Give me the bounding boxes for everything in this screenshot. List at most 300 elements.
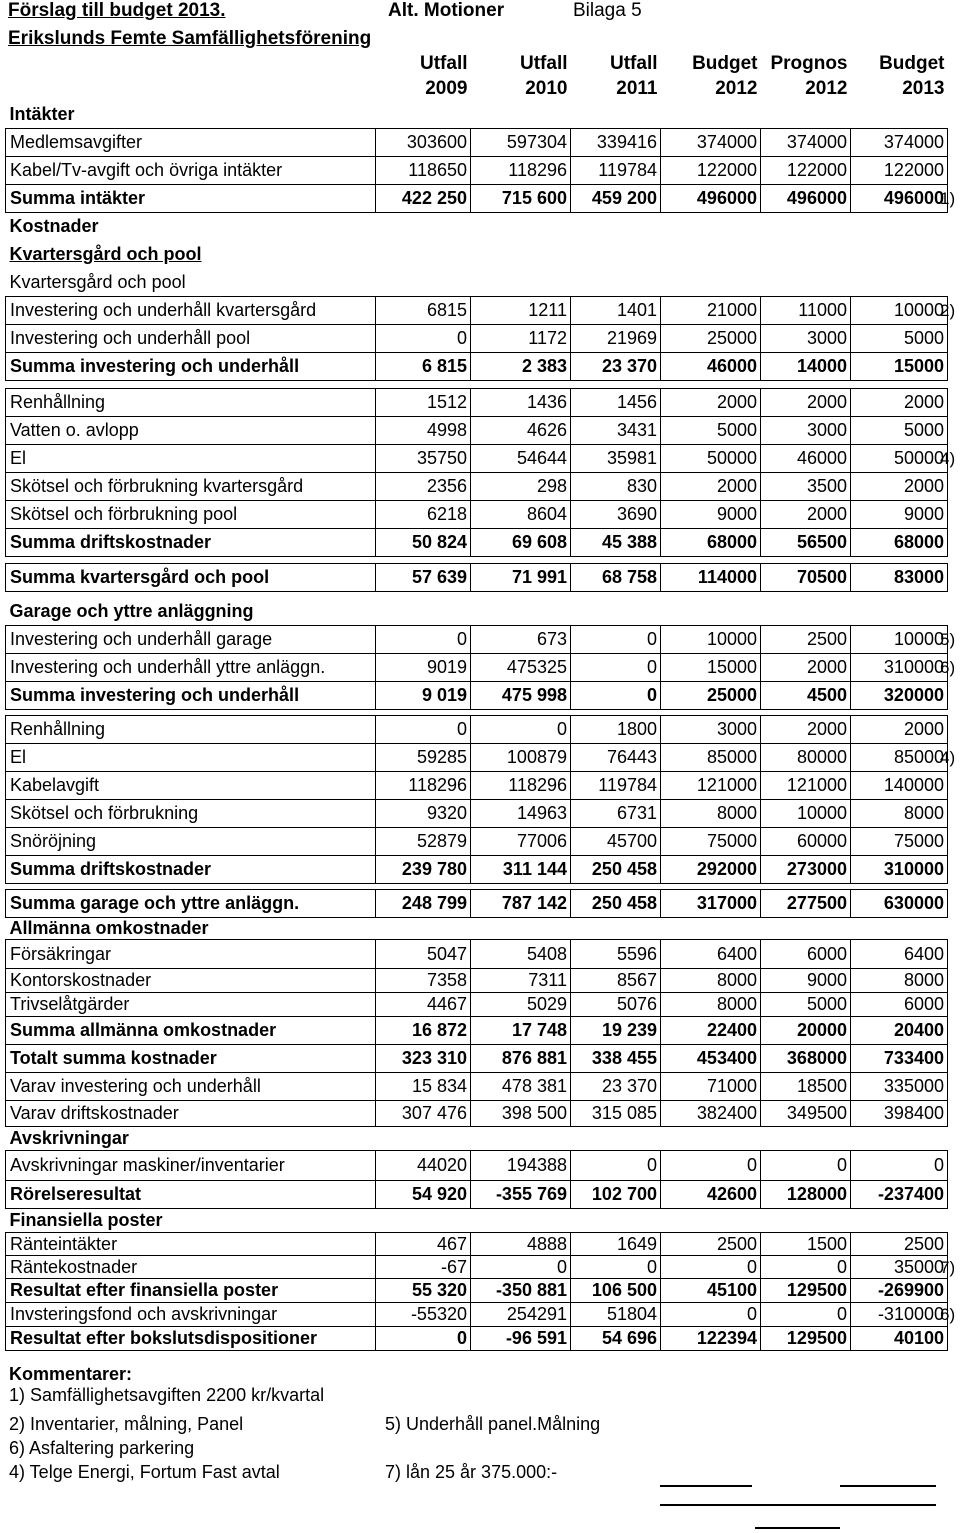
- value-cell: 830: [571, 472, 661, 500]
- value-cell: 7311: [471, 968, 571, 992]
- summary-row: [6, 1278, 948, 1302]
- value-cell: 2500: [661, 1232, 761, 1255]
- value-cell: [376, 917, 471, 939]
- value-cell: 5029: [471, 992, 571, 1016]
- value-cell: 9000: [661, 500, 761, 528]
- summary-row: [6, 1044, 948, 1072]
- footnote-marker: 6): [940, 658, 956, 677]
- document-title: Förslag till budget 2013.: [8, 0, 226, 21]
- value-cell: [471, 212, 571, 240]
- row-label: Summa driftskostnader: [6, 528, 376, 556]
- value-cell: 194388: [471, 1150, 571, 1180]
- table-row: [6, 500, 948, 528]
- value-cell: 9 019: [376, 681, 471, 709]
- value-cell: 80000: [761, 743, 851, 771]
- value-cell: 303600: [376, 128, 471, 156]
- value-cell: 2000: [851, 388, 948, 416]
- value-cell: 68 758: [571, 563, 661, 591]
- value-cell: 50000: [661, 444, 761, 472]
- value-cell: 6218: [376, 500, 471, 528]
- table-row: [6, 156, 948, 184]
- value-cell: 1211: [471, 296, 571, 324]
- value-cell: 45100: [661, 1278, 761, 1302]
- value-cell: -355 769: [471, 1180, 571, 1208]
- value-cell: 0: [571, 625, 661, 653]
- value-cell: 23 370: [571, 1072, 661, 1100]
- value-cell: 45700: [571, 827, 661, 855]
- value-cell: [571, 556, 661, 563]
- value-cell: -350 881: [471, 1278, 571, 1302]
- table-row: [6, 416, 948, 444]
- value-cell: 4467: [376, 992, 471, 1016]
- value-cell: 68000: [661, 528, 761, 556]
- value-cell: 673: [471, 625, 571, 653]
- value-cell: 478 381: [471, 1072, 571, 1100]
- value-cell: 2000: [761, 715, 851, 743]
- column-header: Utfall: [610, 53, 658, 74]
- value-cell: 9019: [376, 653, 471, 681]
- row-label: Räntekostnader: [6, 1255, 376, 1278]
- value-cell: 15 834: [376, 1072, 471, 1100]
- column-header: Budget: [879, 53, 945, 74]
- value-cell: [661, 1126, 761, 1150]
- comments-title: Kommentarer:: [9, 1364, 133, 1384]
- row-label: Resultat efter bokslutsdispositioner: [6, 1326, 376, 1350]
- column-header: Utfall: [520, 53, 568, 74]
- value-cell: 374000: [661, 128, 761, 156]
- value-cell: 6000: [761, 939, 851, 968]
- value-cell: 85000: [851, 743, 948, 771]
- value-cell: 35981: [571, 444, 661, 472]
- row-label: Kvartersgård och pool: [9, 244, 202, 264]
- value-cell: -96 591: [471, 1326, 571, 1350]
- section-heading-row: [6, 1208, 948, 1232]
- value-cell: [471, 597, 571, 625]
- value-cell: [761, 1208, 851, 1232]
- comment-6: 6) Asfaltering parkering: [9, 1438, 195, 1458]
- value-cell: 54644: [471, 444, 571, 472]
- value-cell: 3000: [761, 416, 851, 444]
- column-header: Prognos: [770, 53, 848, 74]
- value-cell: 0: [571, 653, 661, 681]
- value-cell: 2000: [851, 715, 948, 743]
- row-label: Kostnader: [9, 216, 99, 237]
- row-label: Summa investering och underhåll: [6, 681, 376, 709]
- value-cell: [851, 556, 948, 563]
- value-cell: 18500: [761, 1072, 851, 1100]
- summary-row: [6, 563, 948, 591]
- value-cell: 7358: [376, 968, 471, 992]
- value-cell: 0: [376, 715, 471, 743]
- signature-line: [840, 1485, 936, 1487]
- row-label: Summa investering och underhåll: [6, 352, 376, 380]
- value-cell: 597304: [471, 128, 571, 156]
- footnote-marker: 1): [940, 189, 956, 208]
- value-cell: 5000: [661, 416, 761, 444]
- footnote-marker: 4): [940, 449, 956, 468]
- table-row: [6, 472, 948, 500]
- value-cell: 35000: [851, 1255, 948, 1278]
- row-label: Medlemsavgifter: [6, 128, 376, 156]
- value-cell: 715 600: [471, 184, 571, 212]
- value-cell: 453400: [661, 1044, 761, 1072]
- value-cell: 46000: [761, 444, 851, 472]
- value-cell: 5000: [851, 324, 948, 352]
- value-cell: 398 500: [471, 1100, 571, 1126]
- value-cell: 2500: [851, 1232, 948, 1255]
- value-cell: 368000: [761, 1044, 851, 1072]
- value-cell: 11000: [761, 296, 851, 324]
- value-cell: 106 500: [571, 1278, 661, 1302]
- value-cell: [571, 101, 661, 128]
- value-cell: 75000: [851, 827, 948, 855]
- summary-row: [6, 1016, 948, 1044]
- value-cell: [851, 1208, 948, 1232]
- value-cell: 140000: [851, 771, 948, 799]
- value-cell: [571, 268, 661, 296]
- value-cell: [571, 1126, 661, 1150]
- value-cell: 0: [761, 1302, 851, 1326]
- value-cell: 4500: [761, 681, 851, 709]
- value-cell: 119784: [571, 771, 661, 799]
- value-cell: 55 320: [376, 1278, 471, 1302]
- value-cell: 0: [376, 625, 471, 653]
- value-cell: [571, 212, 661, 240]
- value-cell: [376, 212, 471, 240]
- row-label: Resultat efter finansiella poster: [6, 1278, 376, 1302]
- value-cell: 76443: [571, 743, 661, 771]
- value-cell: 467: [376, 1232, 471, 1255]
- value-cell: [376, 1126, 471, 1150]
- value-cell: 277500: [761, 889, 851, 917]
- table-row: [6, 939, 948, 968]
- table-row: [6, 653, 948, 681]
- value-cell: 0: [661, 1302, 761, 1326]
- table-row: [6, 827, 948, 855]
- value-cell: 2000: [761, 388, 851, 416]
- value-cell: 45 388: [571, 528, 661, 556]
- summary-row: [6, 889, 948, 917]
- value-cell: 100879: [471, 743, 571, 771]
- value-cell: -237400: [851, 1180, 948, 1208]
- row-label: El: [6, 444, 376, 472]
- value-cell: 118296: [376, 771, 471, 799]
- value-cell: 8000: [851, 968, 948, 992]
- column-header: Budget: [692, 53, 758, 74]
- summary-row: [6, 352, 948, 380]
- row-label: Renhållning: [6, 715, 376, 743]
- value-cell: 52879: [376, 827, 471, 855]
- value-cell: 57 639: [376, 563, 471, 591]
- row-label: Allmänna omkostnader: [9, 918, 209, 938]
- comment-2: 2) Inventarier, målning, Panel: [9, 1414, 244, 1434]
- value-cell: 2356: [376, 472, 471, 500]
- value-cell: [471, 240, 571, 268]
- value-cell: 42600: [661, 1180, 761, 1208]
- value-cell: 83000: [851, 563, 948, 591]
- value-cell: 20000: [761, 1016, 851, 1044]
- value-cell: 60000: [761, 827, 851, 855]
- value-cell: 338 455: [571, 1044, 661, 1072]
- value-cell: 10000: [851, 296, 948, 324]
- budget-table: [5, 51, 948, 1351]
- column-header: 2010: [525, 78, 568, 99]
- row-label: Summa garage och yttre anläggn.: [6, 889, 376, 917]
- value-cell: [761, 268, 851, 296]
- column-header: 2011: [616, 78, 658, 99]
- value-cell: 85000: [661, 743, 761, 771]
- value-cell: 0: [571, 1255, 661, 1278]
- value-cell: [661, 101, 761, 128]
- value-cell: 787 142: [471, 889, 571, 917]
- table-row: [6, 625, 948, 653]
- value-cell: 59285: [376, 743, 471, 771]
- value-cell: 118650: [376, 156, 471, 184]
- comment-4: 4) Telge Energi, Fortum Fast avtal: [9, 1462, 280, 1482]
- value-cell: 292000: [661, 855, 761, 883]
- value-cell: 3500: [761, 472, 851, 500]
- value-cell: [471, 556, 571, 563]
- value-cell: 6400: [851, 939, 948, 968]
- value-cell: 2000: [851, 472, 948, 500]
- value-cell: 496000: [761, 184, 851, 212]
- column-header-row: [6, 51, 948, 76]
- value-cell: 10000: [661, 625, 761, 653]
- value-cell: [661, 1208, 761, 1232]
- summary-row: [6, 1326, 948, 1350]
- value-cell: [471, 917, 571, 939]
- value-cell: 10000: [761, 799, 851, 827]
- spacer-row: [6, 380, 948, 388]
- value-cell: 21000: [661, 296, 761, 324]
- row-label: Summa kvartersgård och pool: [6, 563, 376, 591]
- value-cell: 56500: [761, 528, 851, 556]
- value-cell: [851, 597, 948, 625]
- value-cell: 8000: [661, 992, 761, 1016]
- value-cell: 320000: [851, 681, 948, 709]
- section-heading-row: [6, 917, 948, 939]
- column-header: 2012: [715, 78, 758, 99]
- value-cell: 0: [571, 1150, 661, 1180]
- row-label: Renhållning: [6, 388, 376, 416]
- spacer-row: [6, 556, 948, 563]
- value-cell: 122394: [661, 1326, 761, 1350]
- row-label: Invsteringsfond och avskrivningar: [6, 1302, 376, 1326]
- value-cell: 5047: [376, 939, 471, 968]
- value-cell: 5000: [761, 992, 851, 1016]
- value-cell: [571, 380, 661, 388]
- summary-row: [6, 184, 948, 212]
- table-row: [6, 771, 948, 799]
- value-cell: [571, 917, 661, 939]
- row-label: Summa allmänna omkostnader: [6, 1016, 376, 1044]
- value-cell: 75000: [661, 827, 761, 855]
- comment-5: 5) Underhåll panel.Målning: [385, 1414, 601, 1434]
- row-label: Kabel/Tv-avgift och övriga intäkter: [6, 156, 376, 184]
- value-cell: 4888: [471, 1232, 571, 1255]
- row-label: Investering och underhåll yttre anläggn.: [6, 653, 376, 681]
- value-cell: 239 780: [376, 855, 471, 883]
- footnote-marker: 6): [940, 1305, 956, 1324]
- value-cell: [761, 101, 851, 128]
- section-heading-row: [6, 597, 948, 625]
- signature-line: [660, 1485, 752, 1487]
- value-cell: 14000: [761, 352, 851, 380]
- value-cell: [376, 101, 471, 128]
- value-cell: 0: [761, 1150, 851, 1180]
- value-cell: [761, 1126, 851, 1150]
- value-cell: [851, 268, 948, 296]
- row-label: Intäkter: [9, 104, 75, 125]
- row-label: Skötsel och förbrukning kvartersgård: [6, 472, 376, 500]
- value-cell: 8000: [851, 799, 948, 827]
- row-label: Försäkringar: [6, 939, 376, 968]
- row-label: [6, 380, 376, 388]
- value-cell: 317000: [661, 889, 761, 917]
- row-label: Avskrivningar: [9, 1128, 129, 1148]
- value-cell: 23 370: [571, 352, 661, 380]
- value-cell: 122000: [851, 156, 948, 184]
- value-cell: 323 310: [376, 1044, 471, 1072]
- footnote-marker: 4): [940, 748, 956, 767]
- value-cell: [471, 1208, 571, 1232]
- row-label: Vatten o. avlopp: [6, 416, 376, 444]
- table-row: [6, 444, 948, 472]
- row-label: Finansiella poster: [9, 1210, 163, 1230]
- row-label: Summa driftskostnader: [6, 855, 376, 883]
- value-cell: 254291: [471, 1302, 571, 1326]
- row-label: Investering och underhåll garage: [6, 625, 376, 653]
- table-row: [6, 1232, 948, 1255]
- row-label: Snöröjning: [6, 827, 376, 855]
- value-cell: 46000: [661, 352, 761, 380]
- value-cell: 0: [851, 1150, 948, 1180]
- column-header: 2009: [425, 78, 468, 99]
- footnote-marker: 7): [940, 1257, 956, 1277]
- row-label: Varav investering och underhåll: [6, 1072, 376, 1100]
- value-cell: 310000: [851, 855, 948, 883]
- value-cell: 9000: [851, 500, 948, 528]
- value-cell: 4998: [376, 416, 471, 444]
- value-cell: 6731: [571, 799, 661, 827]
- value-cell: 17 748: [471, 1016, 571, 1044]
- value-cell: 35750: [376, 444, 471, 472]
- value-cell: 876 881: [471, 1044, 571, 1072]
- table-row: [6, 1150, 948, 1180]
- row-label: Totalt summa kostnader: [6, 1044, 376, 1072]
- row-label: Garage och yttre anläggning: [9, 600, 254, 621]
- value-cell: 422 250: [376, 184, 471, 212]
- row-label: Investering och underhåll pool: [6, 324, 376, 352]
- value-cell: 121000: [761, 771, 851, 799]
- row-label: Kontorskostnader: [6, 968, 376, 992]
- value-cell: 2 383: [471, 352, 571, 380]
- value-cell: 3690: [571, 500, 661, 528]
- value-cell: 129500: [761, 1326, 851, 1350]
- value-cell: 2500: [761, 625, 851, 653]
- value-cell: 496000: [661, 184, 761, 212]
- summary-row: [6, 1180, 948, 1208]
- value-cell: 2000: [761, 500, 851, 528]
- value-cell: 8604: [471, 500, 571, 528]
- row-label: Skötsel och förbrukning: [6, 799, 376, 827]
- value-cell: 496000: [851, 184, 948, 212]
- section-heading-row: [6, 101, 948, 128]
- value-cell: [376, 268, 471, 296]
- value-cell: 1456: [571, 388, 661, 416]
- value-cell: [851, 101, 948, 128]
- value-cell: 1512: [376, 388, 471, 416]
- value-cell: 1436: [471, 388, 571, 416]
- row-label: Trivselåtgärder: [6, 992, 376, 1016]
- organization-name: Erikslunds Femte Samfällighetsförening: [8, 28, 372, 49]
- value-cell: 0: [471, 1255, 571, 1278]
- column-header: 2013: [902, 78, 945, 99]
- value-cell: 71 991: [471, 563, 571, 591]
- value-cell: 14963: [471, 799, 571, 827]
- row-label: Summa intäkter: [6, 184, 376, 212]
- value-cell: 398400: [851, 1100, 948, 1126]
- table-row: [6, 1302, 948, 1326]
- value-cell: 6815: [376, 296, 471, 324]
- value-cell: 1172: [471, 324, 571, 352]
- value-cell: 10000: [851, 625, 948, 653]
- value-cell: [761, 597, 851, 625]
- value-cell: [376, 380, 471, 388]
- value-cell: 3000: [661, 715, 761, 743]
- value-cell: 77006: [471, 827, 571, 855]
- value-cell: 122000: [661, 156, 761, 184]
- value-cell: 8567: [571, 968, 661, 992]
- summary-row: [6, 528, 948, 556]
- value-cell: 310000: [851, 653, 948, 681]
- value-cell: [851, 212, 948, 240]
- table-row: [6, 992, 948, 1016]
- value-cell: 9320: [376, 799, 471, 827]
- value-cell: -55320: [376, 1302, 471, 1326]
- row-label: Investering och underhåll kvartersgård: [6, 296, 376, 324]
- value-cell: 0: [661, 1150, 761, 1180]
- table-row: [6, 1072, 948, 1100]
- row-label: Kvartersgård och pool: [9, 271, 186, 292]
- value-cell: [761, 212, 851, 240]
- table-row: [6, 324, 948, 352]
- value-cell: 0: [376, 324, 471, 352]
- value-cell: 25000: [661, 324, 761, 352]
- comment-1: 1) Samfällighetsavgiften 2200 kr/kvartal: [9, 1385, 325, 1405]
- value-cell: 102 700: [571, 1180, 661, 1208]
- value-cell: 8000: [661, 968, 761, 992]
- value-cell: 298: [471, 472, 571, 500]
- value-cell: 16 872: [376, 1016, 471, 1044]
- value-cell: 129500: [761, 1278, 851, 1302]
- value-cell: 250 458: [571, 889, 661, 917]
- value-cell: 3000: [761, 324, 851, 352]
- signature-line: [755, 1527, 840, 1529]
- value-cell: 15000: [851, 352, 948, 380]
- value-cell: 374000: [761, 128, 851, 156]
- value-cell: 6 815: [376, 352, 471, 380]
- value-cell: 128000: [761, 1180, 851, 1208]
- alt-label: Alt. Motioner: [388, 0, 505, 21]
- value-cell: 20400: [851, 1016, 948, 1044]
- summary-row: [6, 681, 948, 709]
- value-cell: 339416: [571, 128, 661, 156]
- table-row: [6, 799, 948, 827]
- value-cell: [571, 597, 661, 625]
- value-cell: 0: [761, 1255, 851, 1278]
- value-cell: 6400: [661, 939, 761, 968]
